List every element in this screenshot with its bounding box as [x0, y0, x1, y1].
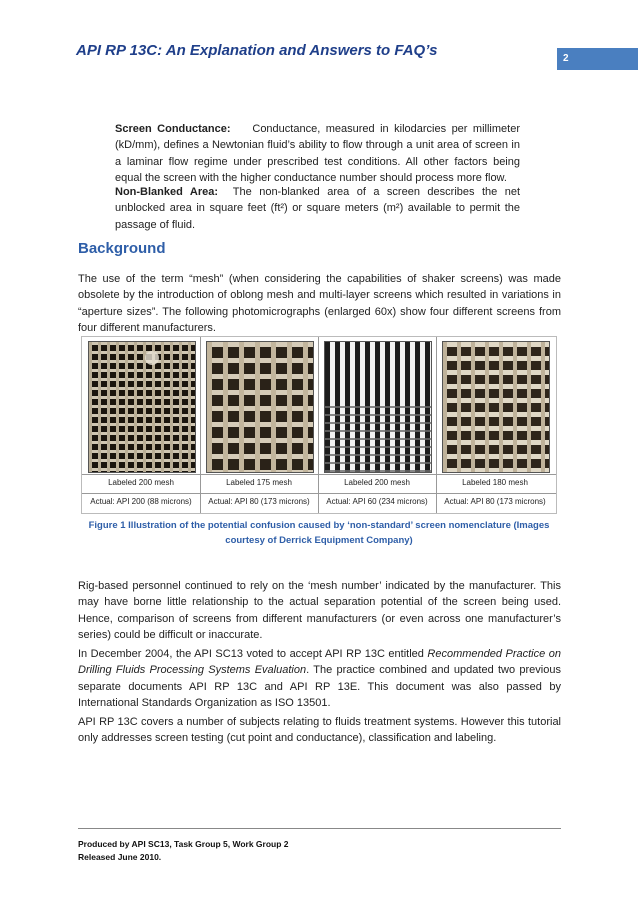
- screen-actual: Actual: API 200 (88 microns): [90, 497, 192, 506]
- para2-start: In December 2004, the API SC13 voted to accept API RP 13C entitled: [78, 648, 428, 660]
- non-blanked-text: The non-blanked area of a screen describes the net unblocked area in square feet (ft²) or square meters (m²) available to permit the passage of fluid.: [115, 186, 521, 231]
- screen-actual: Actual: API 60 (234 microns): [326, 497, 428, 506]
- practice-title: Recommended Practice on Drilling Fluids Processing Systems Evaluation: [78, 648, 561, 677]
- screen-comparison-figure: [81, 336, 557, 514]
- screen-label: Labeled 180 mesh: [462, 478, 528, 487]
- screen-photo-3: [324, 341, 432, 473]
- para2-end: . The practice combined and updated two previous separate documents API RP 13C and API RP 13E. This document was also passed by International Standards Organization as ISO 13501.: [78, 664, 561, 710]
- figure-divider: [82, 474, 556, 475]
- screen-actual: Actual: API 80 (173 microns): [444, 497, 546, 506]
- body-paragraph-3: API RP 13C covers a number of subjects relating to fluids treatment systems. However this tutorial only addresses screen testing (cut point and conductance), classification and labeling.: [78, 716, 561, 745]
- screen-photo-2: [206, 341, 314, 473]
- term-non-blanked: Non-Blanked Area:: [115, 186, 219, 198]
- document-title: API RP 13C: An Explanation and Answers to FAQ’s: [76, 42, 438, 59]
- term-conductance: Screen Conductance:: [115, 123, 231, 135]
- mesh-image: [325, 342, 431, 472]
- footer-line-1: Produced by API SC13, Task Group 5, Work Group 2: [78, 839, 289, 849]
- figure-divider: [82, 493, 556, 494]
- footer-line-2: Released June 2010.: [78, 852, 162, 862]
- screen-photo-1: [88, 341, 196, 473]
- conductance-text: Conductance, measured in kilodarcies per millimeter (kD/mm), defines a Newtonian fluid’s ability to flow through a unit area of screen in a laminar flow regime under prescribed test conditions. All other factors being equal the screen with the higher conductance number should process more flow.: [115, 123, 520, 185]
- footer-divider: [78, 828, 561, 829]
- definition-conductance: [115, 121, 520, 187]
- section-heading: Background: [78, 240, 166, 257]
- figure-caption: Figure 1 Illustration of the potential confusion caused by ‘non-standard’ screen nomenclature (Images courtesy of Derrick Equipment Company): [88, 520, 550, 546]
- intro-paragraph: The use of the term “mesh” (when considering the capabilities of shaker screens) was made obsolete by the introduction of oblong mesh and multi-layer screens which resulted in variations in “aperture sizes”. The following photomicrographs (enlarged 60x) show four different screens from four different manufacturers.: [78, 273, 561, 335]
- mesh-image: [89, 342, 195, 472]
- body-paragraph-2: [78, 646, 561, 712]
- page-number: 2: [557, 48, 638, 70]
- definition-non-blanked: [115, 184, 520, 233]
- screen-label: Labeled 175 mesh: [226, 478, 292, 487]
- mesh-image: [443, 342, 549, 472]
- mesh-image: [207, 342, 313, 472]
- screen-label: Labeled 200 mesh: [108, 478, 174, 487]
- screen-actual: Actual: API 80 (173 microns): [208, 497, 310, 506]
- screen-photo-4: [442, 341, 550, 473]
- body-paragraph-1: Rig-based personnel continued to rely on the ‘mesh number’ indicated by the manufacturer. This may have borne little relationship to the actual separation potential of the screen being used. Hence, comparison of screens from different manufacturers (or even across one manufacturer’s series) could be difficult or inaccurate.: [78, 580, 561, 642]
- screen-label: Labeled 200 mesh: [344, 478, 410, 487]
